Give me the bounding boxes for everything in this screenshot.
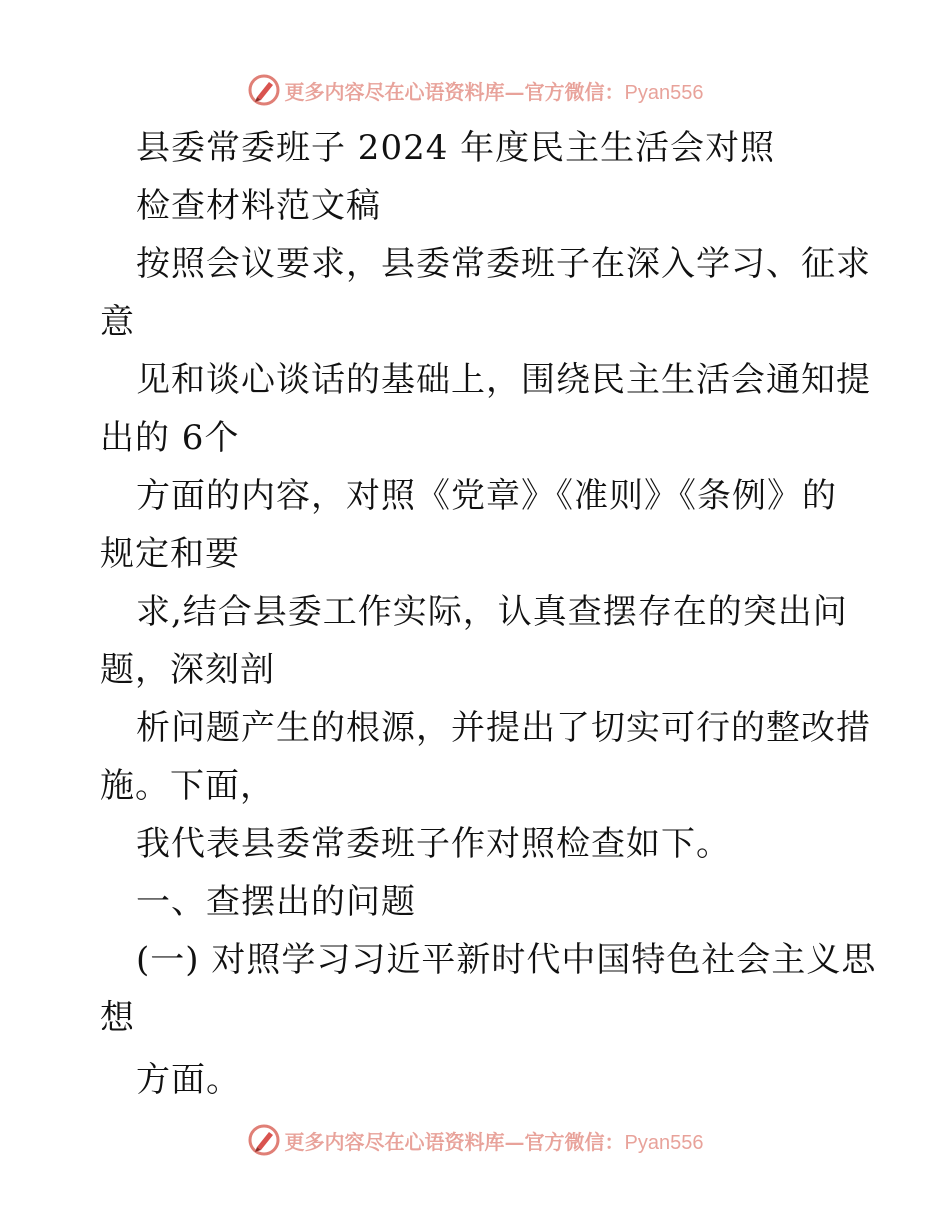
paragraph-line: 规定和要 — [100, 534, 240, 574]
header-watermark — [0, 70, 950, 110]
paragraph-line: 题，深刻剖 — [100, 650, 275, 690]
footer-watermark — [0, 1120, 950, 1160]
watermark-text: 更多内容尽在心语资料库—官方微信：Pyan556 — [284, 1129, 704, 1154]
pen-logo-icon — [247, 73, 281, 107]
section-heading: 一、查摆出的问题 — [136, 882, 416, 922]
paragraph-line: 见和谈心谈话的基础上，围绕民主生活会通知提 — [136, 360, 871, 400]
pen-logo-icon — [247, 1123, 281, 1157]
paragraph-line: 方面。 — [136, 1060, 241, 1100]
document-title-line-1: 县委常委班子 2024 年度民主生活会对照 — [136, 128, 776, 168]
subsection-heading: (一) 对照学习习近平新时代中国特色社会主义思 — [136, 940, 877, 980]
paragraph-line: 求,结合县委工作实际，认真查摆存在的突出问 — [136, 592, 848, 632]
paragraph-line: 方面的内容，对照《党章》《准则》《条例》的 — [136, 476, 837, 516]
paragraph-line: 施。下面， — [100, 766, 275, 806]
paragraph-line: 意 — [100, 302, 135, 342]
paragraph-line: 我代表县委常委班子作对照检查如下。 — [136, 824, 731, 864]
watermark-text: 更多内容尽在心语资料库—官方微信：Pyan556 — [284, 79, 704, 104]
document-title-line-2: 检查材料范文稿 — [136, 186, 381, 226]
paragraph-line: 按照会议要求，县委常委班子在深入学习、征求 — [136, 244, 871, 284]
paragraph-line: 出的 6个 — [100, 418, 240, 458]
paragraph-line: 想 — [100, 998, 135, 1038]
paragraph-line: 析问题产生的根源，并提出了切实可行的整改措 — [136, 708, 871, 748]
